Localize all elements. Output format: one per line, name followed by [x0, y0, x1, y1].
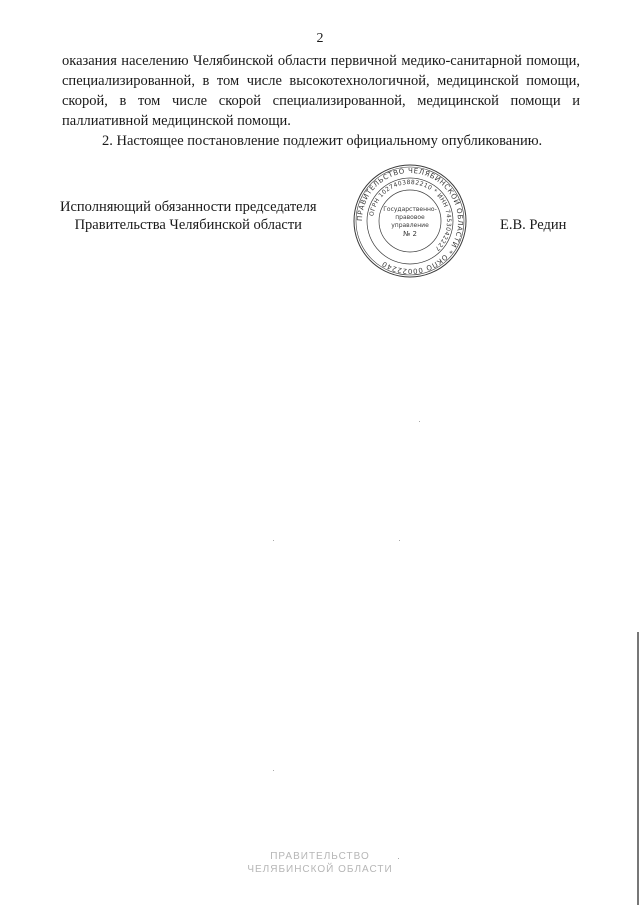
signatory-position	[60, 198, 317, 234]
text-line: оказания населению Челябинской области первичной медико-санитарной	[62, 53, 522, 69]
footer-watermark	[0, 850, 640, 876]
document-body	[62, 51, 580, 151]
scan-speck	[273, 540, 274, 541]
official-seal-icon	[352, 163, 468, 279]
page-number: 2	[316, 31, 324, 46]
seal-center-line-4: № 2	[403, 230, 417, 238]
seal-center-line-3: управление	[391, 222, 429, 229]
scan-speck	[399, 540, 400, 541]
scan-speck	[273, 770, 274, 771]
seal-center-line-1: Государственно-	[383, 206, 437, 213]
scan-edge-line	[637, 632, 639, 905]
signatory-line-2: Правительства Челябинской области	[74, 217, 302, 233]
footer-watermark-line-1: ПРАВИТЕЛЬСТВО	[270, 851, 370, 862]
paragraph-publication: 2. Настоящее постановление подлежит официальному опубликованию.	[102, 133, 543, 149]
scan-speck	[419, 421, 420, 422]
signatory-line-1: Исполняющий обязанности председателя	[60, 199, 317, 215]
seal-inner-text: ОГРН 1027403882210 * ИНН 7453042227	[368, 178, 453, 253]
seal-outer-text: ПРАВИТЕЛЬСТВО ЧЕЛЯБИНСКОЙ ОБЛАСТИ * ОКПО 00022240	[355, 166, 465, 276]
footer-watermark-line-2: ЧЕЛЯБИНСКОЙ ОБЛАСТИ	[247, 864, 393, 875]
text-line: помощи, специализированной, в том числе высокотехнологичной, медицинской	[62, 53, 580, 89]
seal-center-line-2: правовое	[395, 214, 425, 221]
text-line: помощи и паллиативной медицинской помощи.	[62, 93, 581, 129]
signer-name: Е.В. Редин	[500, 217, 567, 233]
seal-middle-ring	[367, 178, 453, 264]
scan-speck	[398, 858, 399, 859]
text-line: помощи, скорой, в том числе скорой специализированной, медицинской	[62, 73, 580, 109]
seal-inner-ring	[379, 190, 441, 252]
paragraph-continuation	[62, 51, 580, 131]
